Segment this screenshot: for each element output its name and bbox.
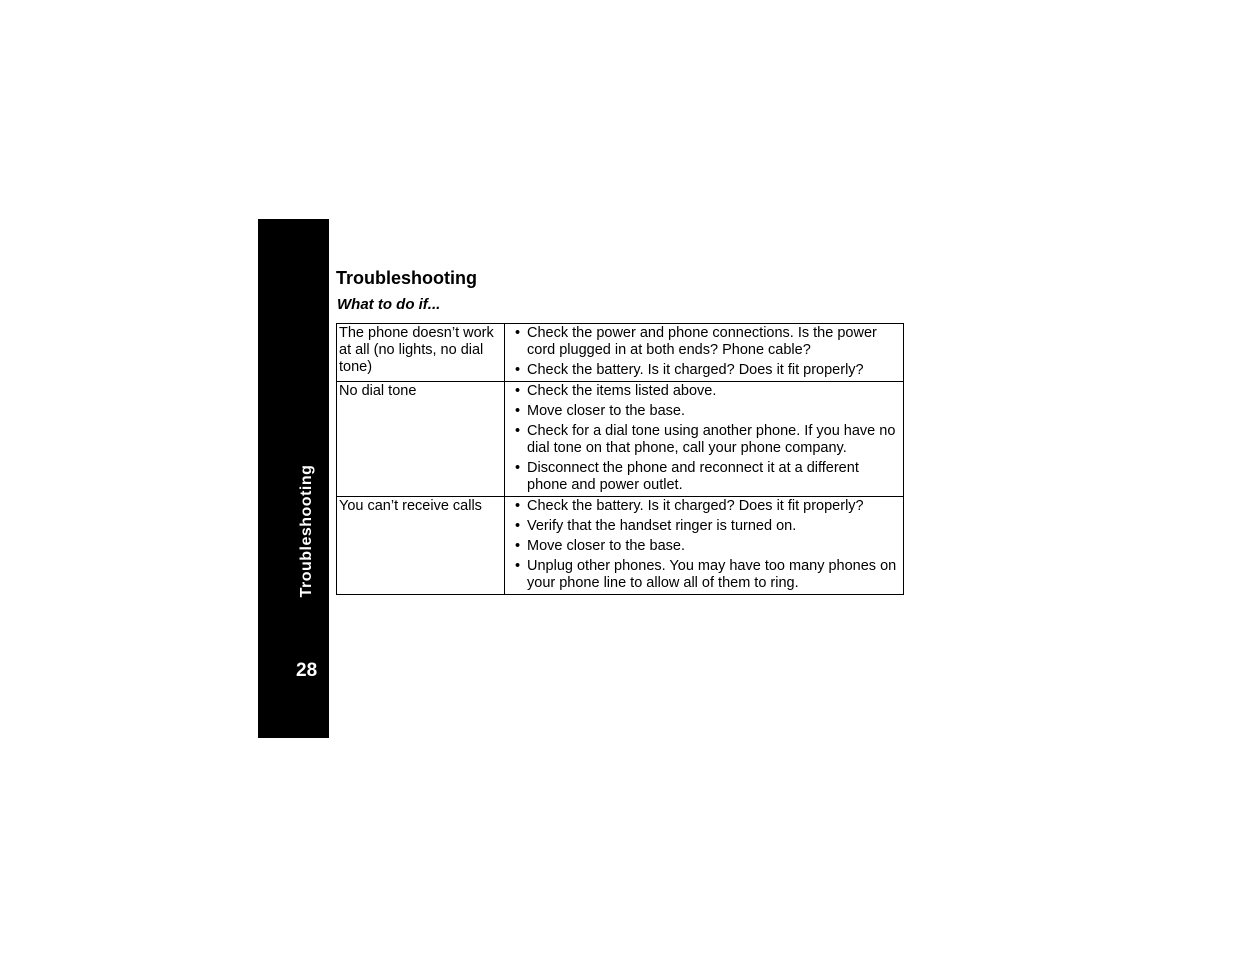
solution-item: • Check the items listed above.	[515, 383, 899, 400]
solutions-cell	[505, 382, 904, 497]
solutions-cell	[505, 497, 904, 595]
troubleshooting-table	[336, 323, 904, 595]
table-row	[337, 497, 904, 595]
solution-list	[515, 498, 899, 592]
solution-item: • Unplug other phones. You may have too many phones on your phone line to allow all of them to ring.	[515, 558, 899, 592]
page-title: Troubleshooting	[336, 268, 477, 288]
side-tab-label: Troubleshooting	[298, 464, 315, 598]
solution-item: • Verify that the handset ringer is turned on.	[515, 518, 899, 535]
problem-cell: No dial tone	[337, 382, 505, 497]
solution-item: • Disconnect the phone and reconnect it at a different phone and power outlet.	[515, 460, 899, 494]
solution-item: • Check the power and phone connections. Is the power cord plugged in at both ends? Phone cable?	[515, 325, 899, 359]
page-subtitle: What to do if...	[337, 296, 441, 313]
solution-item: • Check the battery. Is it charged? Does it fit properly?	[515, 498, 899, 515]
problem-cell: The phone doesn’t work at all (no lights, no dial tone)	[337, 324, 505, 382]
side-tab	[258, 219, 329, 738]
table-row	[337, 324, 904, 382]
solutions-cell	[505, 324, 904, 382]
solution-item: • Move closer to the base.	[515, 403, 899, 420]
problem-cell: You can’t receive calls	[337, 497, 505, 595]
solution-item: • Check the battery. Is it charged? Does it fit properly?	[515, 362, 899, 379]
table-row	[337, 382, 904, 497]
page-number: 28	[296, 660, 318, 681]
solution-list	[515, 383, 899, 494]
solution-list	[515, 325, 899, 379]
solution-item: • Check for a dial tone using another phone. If you have no dial tone on that phone, call your phone company.	[515, 423, 899, 457]
solution-item: • Move closer to the base.	[515, 538, 899, 555]
